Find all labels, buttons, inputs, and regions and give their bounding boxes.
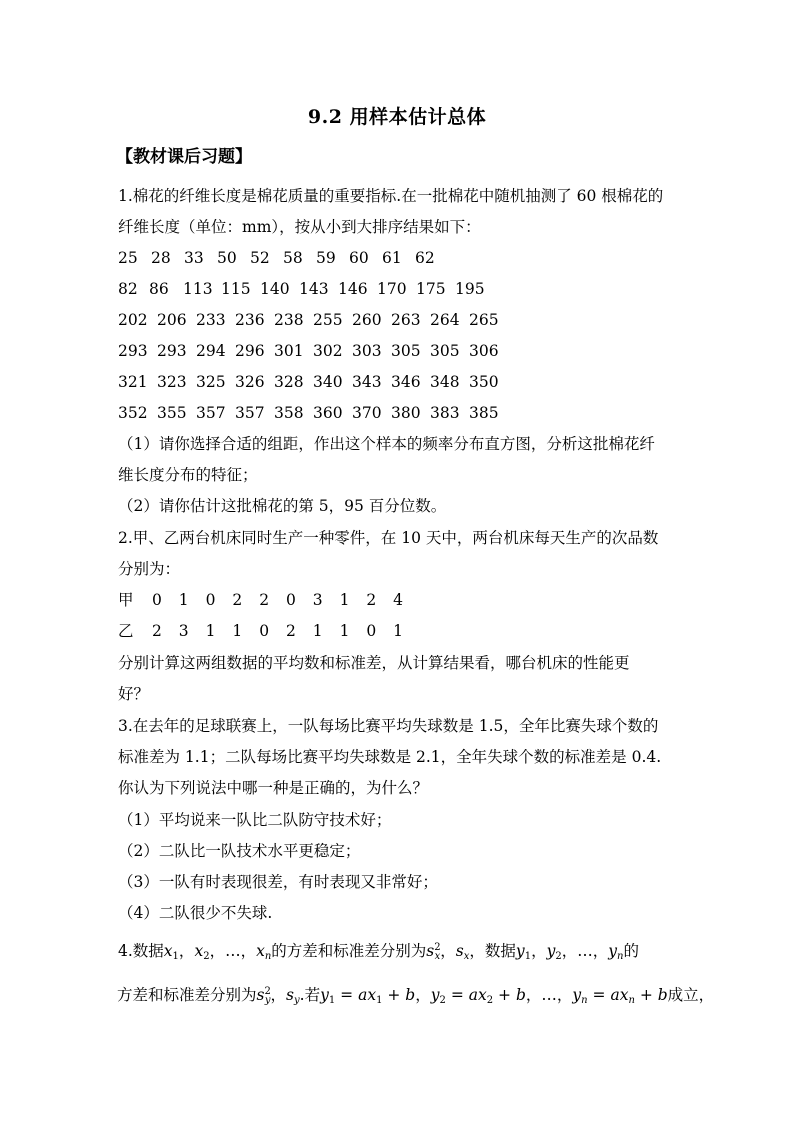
yi-cell: 0 [366, 622, 377, 640]
yi-cell: 3 [178, 622, 189, 640]
data-cell: 352 [118, 404, 148, 422]
q2-jia-row [118, 590, 420, 610]
q2-line-1: 2.甲、乙两台机床同时生产一种零件，在 10 天中，两台机床每天生产的次品数 [118, 529, 659, 547]
data-cell: 350 [469, 373, 499, 391]
data-cell: 58 [283, 249, 303, 267]
jia-cell: 2 [366, 591, 377, 609]
formula-sx: $s^2_x$，$s_x$ [426, 942, 470, 962]
data-row-1 [118, 248, 448, 268]
data-cell: 195 [455, 280, 485, 298]
data-cell: 303 [352, 342, 382, 360]
data-cell: 357 [196, 404, 226, 422]
data-cell: 82 [118, 280, 138, 298]
yi-cell: 0 [259, 622, 270, 640]
yi-cell: 1 [205, 622, 216, 640]
data-cell: 293 [118, 342, 148, 360]
data-cell: 360 [313, 404, 343, 422]
q4-line-1 [118, 938, 639, 967]
data-cell: 264 [430, 311, 460, 329]
data-cell: 175 [416, 280, 446, 298]
q3-option-3: （3）一队有时表现很差，有时表现又非常好； [118, 873, 438, 891]
data-cell: 340 [313, 373, 343, 391]
data-cell: 60 [349, 249, 369, 267]
yi-cell: 1 [339, 622, 350, 640]
data-cell: 343 [352, 373, 382, 391]
q3-option-4: （4）二队很少不失球. [118, 904, 273, 922]
q3-line-2: 标准差为 1.1；二队每场比赛平均失球数是 2.1，全年失球个数的标准差是 0.4. [118, 748, 662, 766]
jia-cell: 1 [178, 591, 189, 609]
q3-line-3: 你认为下列说法中哪一种是正确的，为什么？ [118, 779, 429, 797]
data-row-4 [118, 341, 508, 361]
data-cell: 328 [274, 373, 304, 391]
jia-cell: 3 [312, 591, 323, 609]
data-cell: 326 [235, 373, 265, 391]
data-cell: 50 [217, 249, 237, 267]
data-cell: 293 [157, 342, 187, 360]
q4-text: 的方差和标准差分别为 [271, 942, 427, 960]
q2-line-3: 分别计算这两组数据的平均数和标准差，从计算结果看，哪台机床的性能更 [118, 654, 630, 672]
data-cell: 113 [183, 280, 213, 298]
q4-text: 4.数据 [118, 942, 164, 960]
data-cell: 62 [415, 249, 435, 267]
data-cell: 33 [184, 249, 204, 267]
q4-text: 的 [623, 942, 639, 960]
data-cell: 305 [391, 342, 421, 360]
q2-yi-row [118, 621, 420, 641]
data-row-5 [118, 372, 508, 392]
data-cell: 25 [118, 249, 138, 267]
data-cell: 59 [316, 249, 336, 267]
q1-sub2: （2）请你估计这批棉花的第 5，95 百分位数。 [118, 497, 447, 515]
jia-cell: 1 [339, 591, 350, 609]
data-cell: 143 [299, 280, 329, 298]
q1-sub1-line-1: （1）请你选择合适的组距，作出这个样本的频率分布直方图，分析这批棉花纤 [118, 435, 655, 453]
q3-option-1: （1）平均说来一队比二队防守技术好； [118, 811, 392, 829]
data-cell: 115 [221, 280, 251, 298]
data-cell: 301 [274, 342, 304, 360]
data-cell: 302 [313, 342, 343, 360]
data-cell: 52 [250, 249, 270, 267]
q1-line-1: 1.棉花的纤维长度是棉花质量的重要指标.在一批棉花中随机抽测了 60 根棉花的 [118, 187, 664, 205]
formula-linear: $y_1 = ax_1 + b$，$y_2 = ax_2 + b$，…，$y_n = ax_n + b$ [320, 986, 668, 1006]
jia-cell: 2 [232, 591, 243, 609]
data-cell: 263 [391, 311, 421, 329]
q3-line-1: 3.在去年的足球联赛上，一队每场比赛平均失球数是 1.5，全年比赛失球个数的 [118, 717, 659, 735]
yi-cell: 2 [152, 622, 162, 640]
data-cell: 61 [382, 249, 402, 267]
data-cell: 202 [118, 311, 148, 329]
data-cell: 296 [235, 342, 265, 360]
data-cell: 380 [391, 404, 421, 422]
data-cell: 206 [157, 311, 187, 329]
data-cell: 265 [469, 311, 499, 329]
formula-x-seq: $x_1$，$x_2$，…，$x_n$ [163, 942, 272, 962]
data-cell: 28 [151, 249, 171, 267]
data-cell: 146 [338, 280, 368, 298]
q4-text: 成立， [667, 986, 715, 1004]
data-row-3 [118, 310, 508, 330]
data-cell: 348 [430, 373, 460, 391]
data-cell: 321 [118, 373, 148, 391]
data-cell: 323 [157, 373, 187, 391]
data-cell: 370 [352, 404, 382, 422]
jia-cell: 2 [259, 591, 270, 609]
q4-text: 若 [304, 986, 321, 1004]
yi-cell: 1 [232, 622, 243, 640]
section-heading: 【教材课后习题】 [116, 147, 252, 167]
q4-line-2 [117, 982, 714, 1011]
data-cell: 236 [235, 311, 265, 329]
data-cell: 170 [377, 280, 407, 298]
data-cell: 306 [469, 342, 499, 360]
data-cell: 346 [391, 373, 421, 391]
data-cell: 385 [469, 404, 499, 422]
data-row-2 [118, 279, 494, 299]
q1-sub1-line-2: 维长度分布的特征； [118, 466, 258, 484]
q4-text: ，数据 [469, 942, 516, 960]
data-cell: 86 [149, 280, 169, 298]
formula-y-seq: $y_1$，$y_2$，…，$y_n$ [515, 942, 624, 962]
data-cell: 305 [430, 342, 460, 360]
yi-cell: 2 [285, 622, 296, 640]
q2-line-4: 好？ [118, 685, 150, 703]
jia-cell: 0 [152, 591, 162, 609]
q1-line-2: 纤维长度（单位：mm），按从小到大排序结果如下： [118, 218, 481, 236]
q3-option-2: （2）二队比一队技术水平更稳定； [118, 842, 361, 860]
data-cell: 355 [157, 404, 187, 422]
q2-line-2: 分别为： [118, 560, 181, 578]
data-cell: 260 [352, 311, 382, 329]
data-cell: 383 [430, 404, 460, 422]
data-cell: 294 [196, 342, 226, 360]
jia-label: 甲 [118, 591, 134, 609]
data-cell: 140 [260, 280, 290, 298]
jia-cell: 0 [285, 591, 296, 609]
data-cell: 357 [235, 404, 265, 422]
data-cell: 325 [196, 373, 226, 391]
yi-label: 乙 [118, 622, 134, 640]
data-row-6 [118, 403, 508, 423]
formula-sy: $s^2_y$，$s_y$. [256, 986, 305, 1006]
data-cell: 358 [274, 404, 304, 422]
jia-cell: 0 [205, 591, 216, 609]
data-cell: 255 [313, 311, 343, 329]
page-title: 9.2 用样本估计总体 [307, 106, 487, 128]
data-cell: 238 [274, 311, 304, 329]
jia-cell: 4 [393, 591, 404, 609]
yi-cell: 1 [393, 622, 404, 640]
yi-cell: 1 [312, 622, 323, 640]
data-cell: 233 [196, 311, 226, 329]
q4-text: 方差和标准差分别为 [117, 986, 257, 1004]
